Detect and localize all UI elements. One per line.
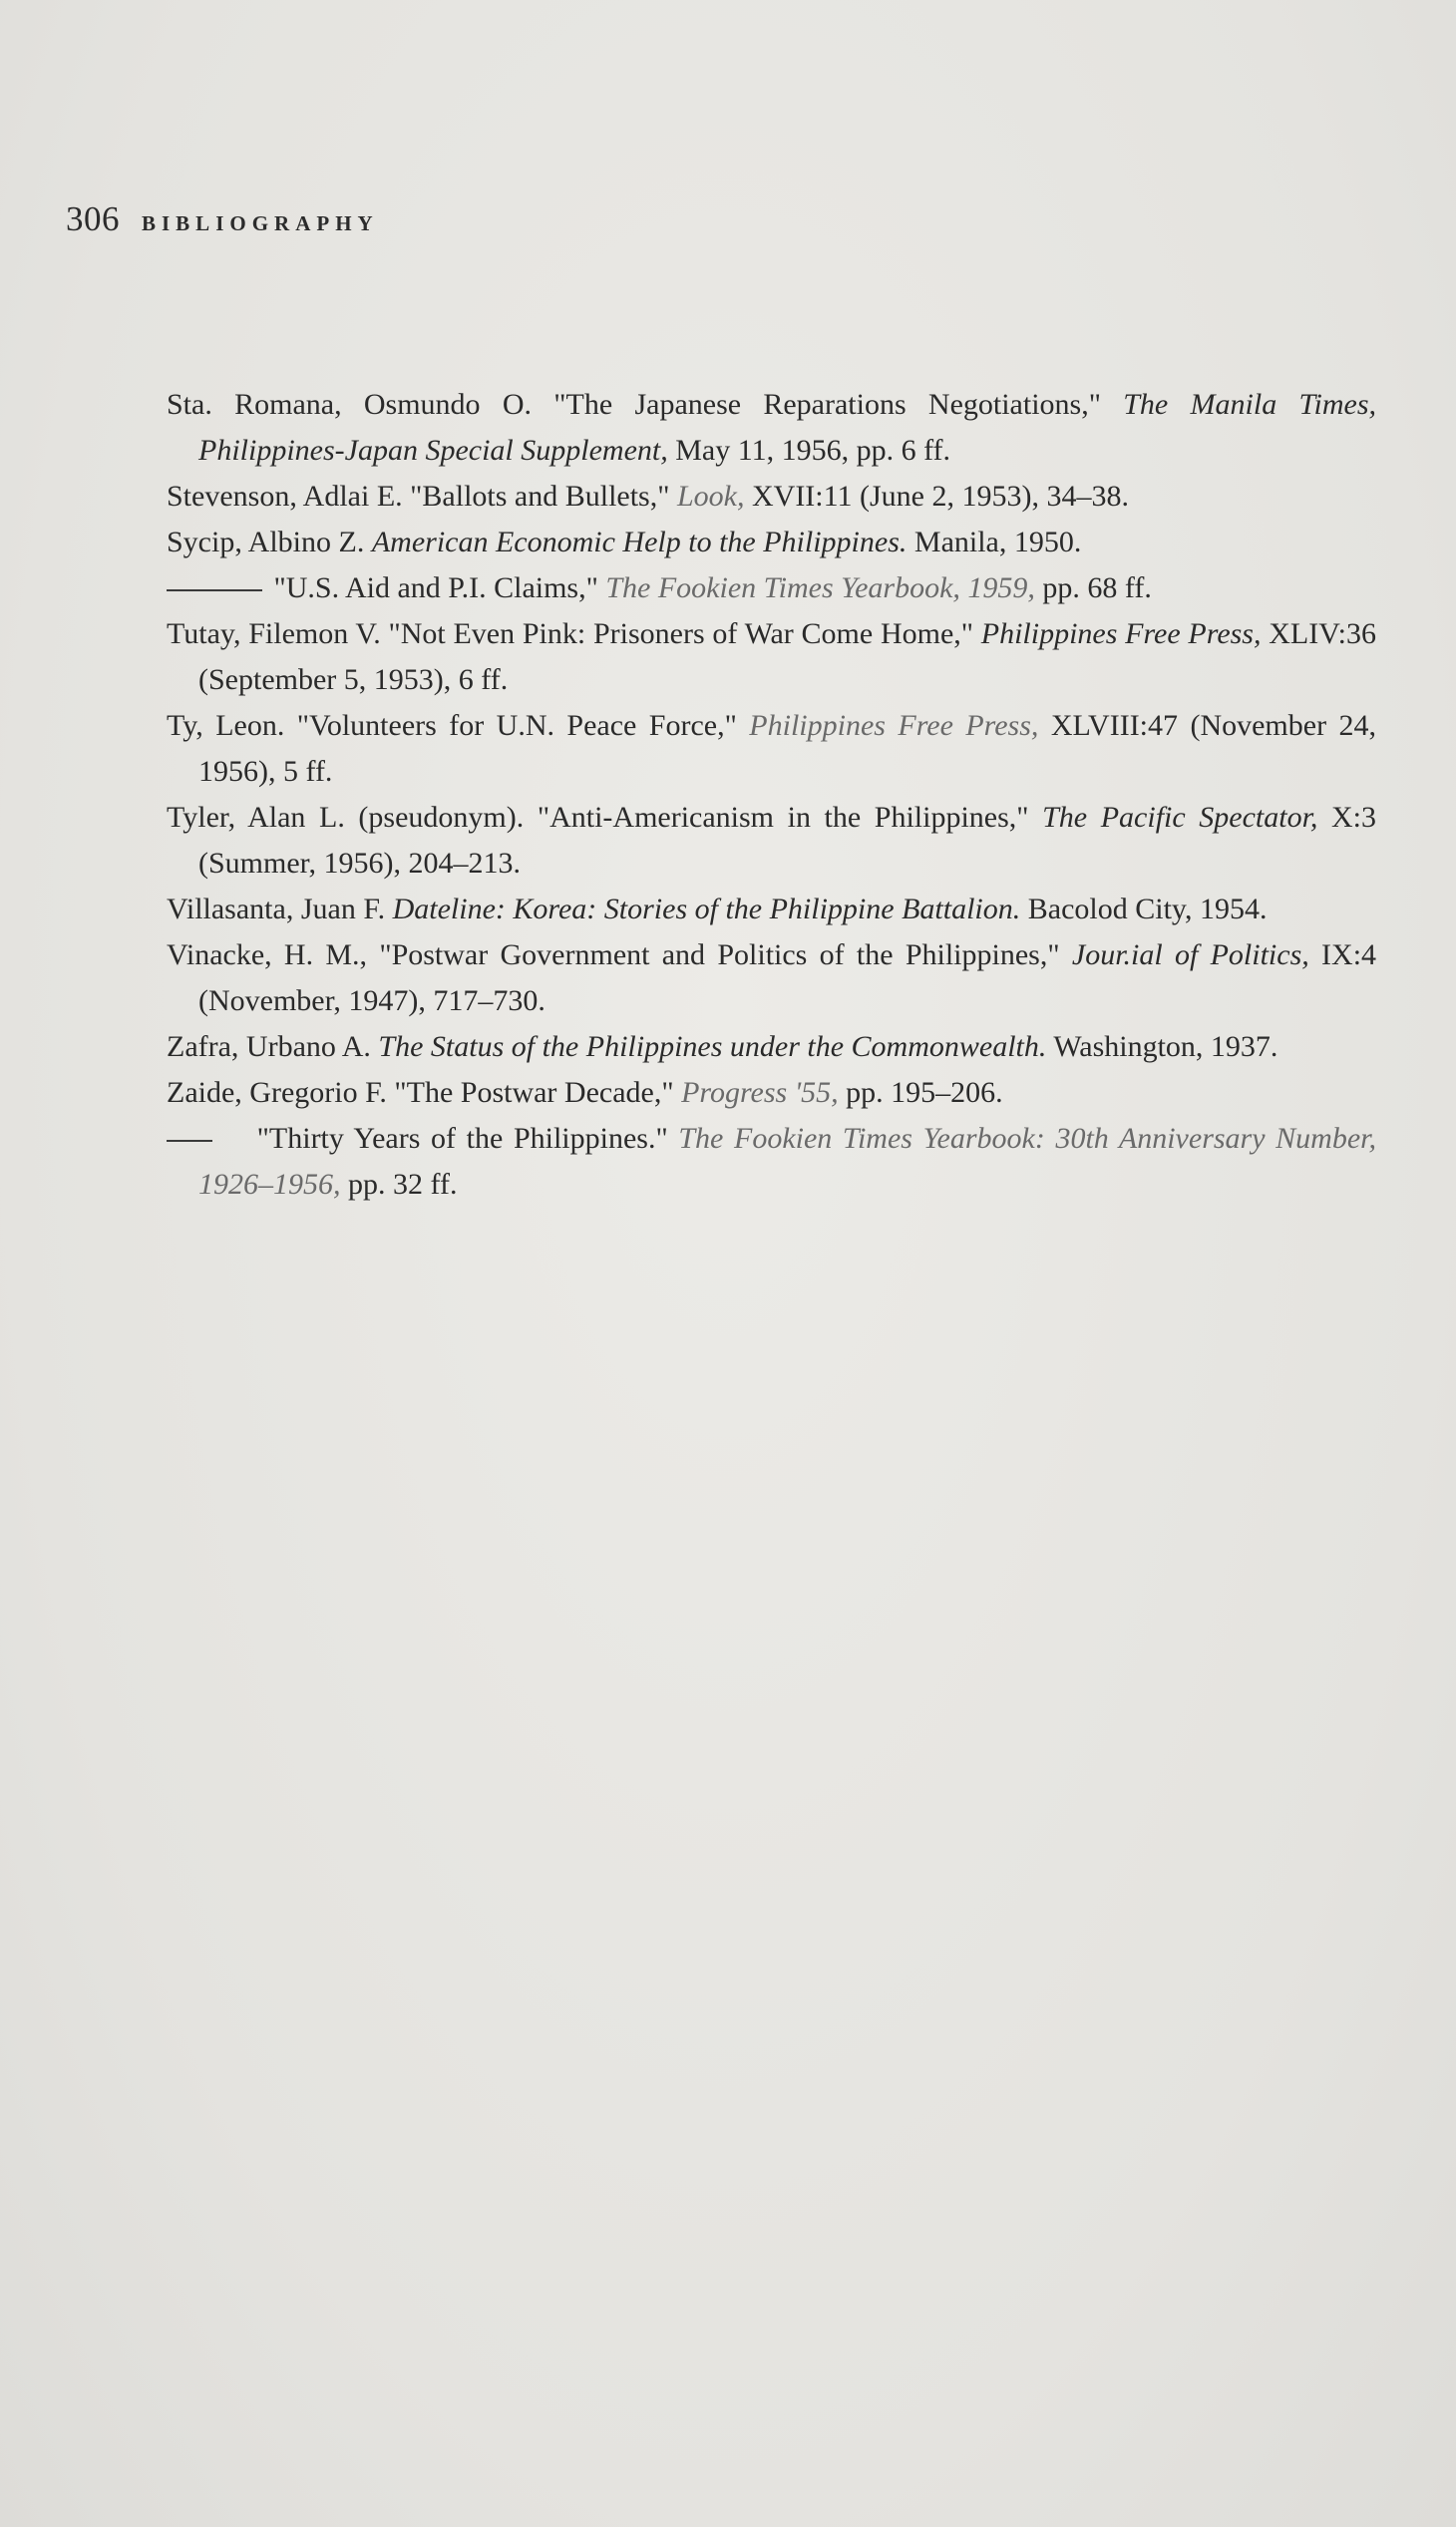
entry-title: "The Japanese Reparations Negotiations," <box>553 388 1101 421</box>
entry-details: pp. 68 ff. <box>1042 571 1152 604</box>
running-head <box>66 199 379 259</box>
entry-source: American Economic Help to the Philippines. <box>371 526 908 558</box>
entry-title: "Volunteers for U.N. Peace Force," <box>296 709 737 742</box>
entry-author: Sycip, Albino Z. <box>167 526 365 558</box>
bibliography-entry <box>167 1024 1376 1070</box>
entry-author: Vinacke, H. M., <box>167 938 368 971</box>
entry-details: Manila, 1950. <box>913 526 1082 558</box>
entry-source: Dateline: Korea: Stories of the Philippine Battalion. <box>392 893 1021 925</box>
entry-details: Washington, 1937. <box>1053 1030 1278 1063</box>
entry-title: "U.S. Aid and P.I. Claims," <box>273 571 598 604</box>
entry-author: Zaide, Gregorio F. <box>167 1076 387 1109</box>
entry-author: Sta. Romana, Osmundo O. <box>167 388 532 421</box>
repeat-author-dash <box>167 1140 212 1142</box>
entry-title: "Not Even Pink: Prisoners of War Come Home," <box>388 617 974 650</box>
entry-source: The Fookien Times Yearbook, 1959, <box>605 571 1035 604</box>
entry-author: Zafra, Urbano A. <box>167 1030 371 1063</box>
entry-details: May 11, 1956, pp. 6 ff. <box>675 434 951 467</box>
entry-details: XVII:11 (June 2, 1953), 34–38. <box>751 480 1129 513</box>
entry-author: Stevenson, Adlai E. <box>167 480 403 513</box>
entry-details: pp. 32 ff. <box>348 1168 458 1201</box>
entry-author: Ty, Leon. <box>167 709 285 742</box>
entry-title: "Postwar Government and Politics of the Philippines," <box>379 938 1060 971</box>
entry-title: "Thirty Years of the Philippines." <box>256 1122 668 1155</box>
entry-source: The Status of the Philippines under the Commonwealth. <box>378 1030 1047 1063</box>
entry-details: XLVIII:47 (November 24, 1956), 5 ff. <box>198 709 1376 788</box>
bibliography-entry <box>167 474 1376 520</box>
bibliography-entry <box>167 795 1376 887</box>
entry-details: XLIV:36 (September 5, 1953), 6 ff. <box>198 617 1377 696</box>
bibliography-list <box>167 382 1376 1208</box>
entry-details: X:3 (Summer, 1956), 204–213. <box>198 801 1377 880</box>
entry-title: "Anti-Americanism in the Philippines," <box>537 801 1029 834</box>
entry-source: The Fookien Times Yearbook: 30th Anniversary Number, 1926–1956, <box>198 1122 1377 1201</box>
entry-author: Villasanta, Juan F. <box>167 893 386 925</box>
bibliography-entry <box>167 1116 1376 1208</box>
entry-source: Progress '55, <box>681 1076 839 1109</box>
entry-author: Tutay, Filemon V. <box>167 617 381 650</box>
entry-source: Philippines Free Press, <box>749 709 1039 742</box>
entry-source: Jour.ial of Politics, <box>1071 938 1309 971</box>
bibliography-entry <box>167 887 1376 932</box>
bibliography-entry <box>167 1070 1376 1116</box>
page-number: 306 <box>66 199 120 238</box>
entry-source: Philippines Free Press, <box>980 617 1262 650</box>
bibliography-entry <box>167 382 1376 474</box>
bibliography-entry <box>167 611 1376 703</box>
entry-title: "Ballots and Bullets," <box>410 480 670 513</box>
entry-author: Tyler, Alan L. (pseudonym). <box>167 801 525 834</box>
bibliography-entry <box>167 932 1376 1024</box>
entry-source: Look, <box>676 480 745 513</box>
entry-title: "The Postwar Decade," <box>394 1076 674 1109</box>
entry-source: The Pacific Spectator, <box>1042 801 1318 834</box>
entry-details: Bacolod City, 1954. <box>1027 893 1268 925</box>
bibliography-entry <box>167 703 1376 795</box>
bibliography-entry <box>167 520 1376 565</box>
repeat-author-dash <box>167 589 262 591</box>
entry-details: pp. 195–206. <box>846 1076 1003 1109</box>
bibliography-entry <box>167 565 1376 611</box>
entry-source: The Manila Times, Philippines-Japan Special Supplement, <box>198 388 1376 467</box>
section-title: BIBLIOGRAPHY <box>142 211 379 235</box>
entry-details: IX:4 (November, 1947), 717–730. <box>198 938 1377 1017</box>
